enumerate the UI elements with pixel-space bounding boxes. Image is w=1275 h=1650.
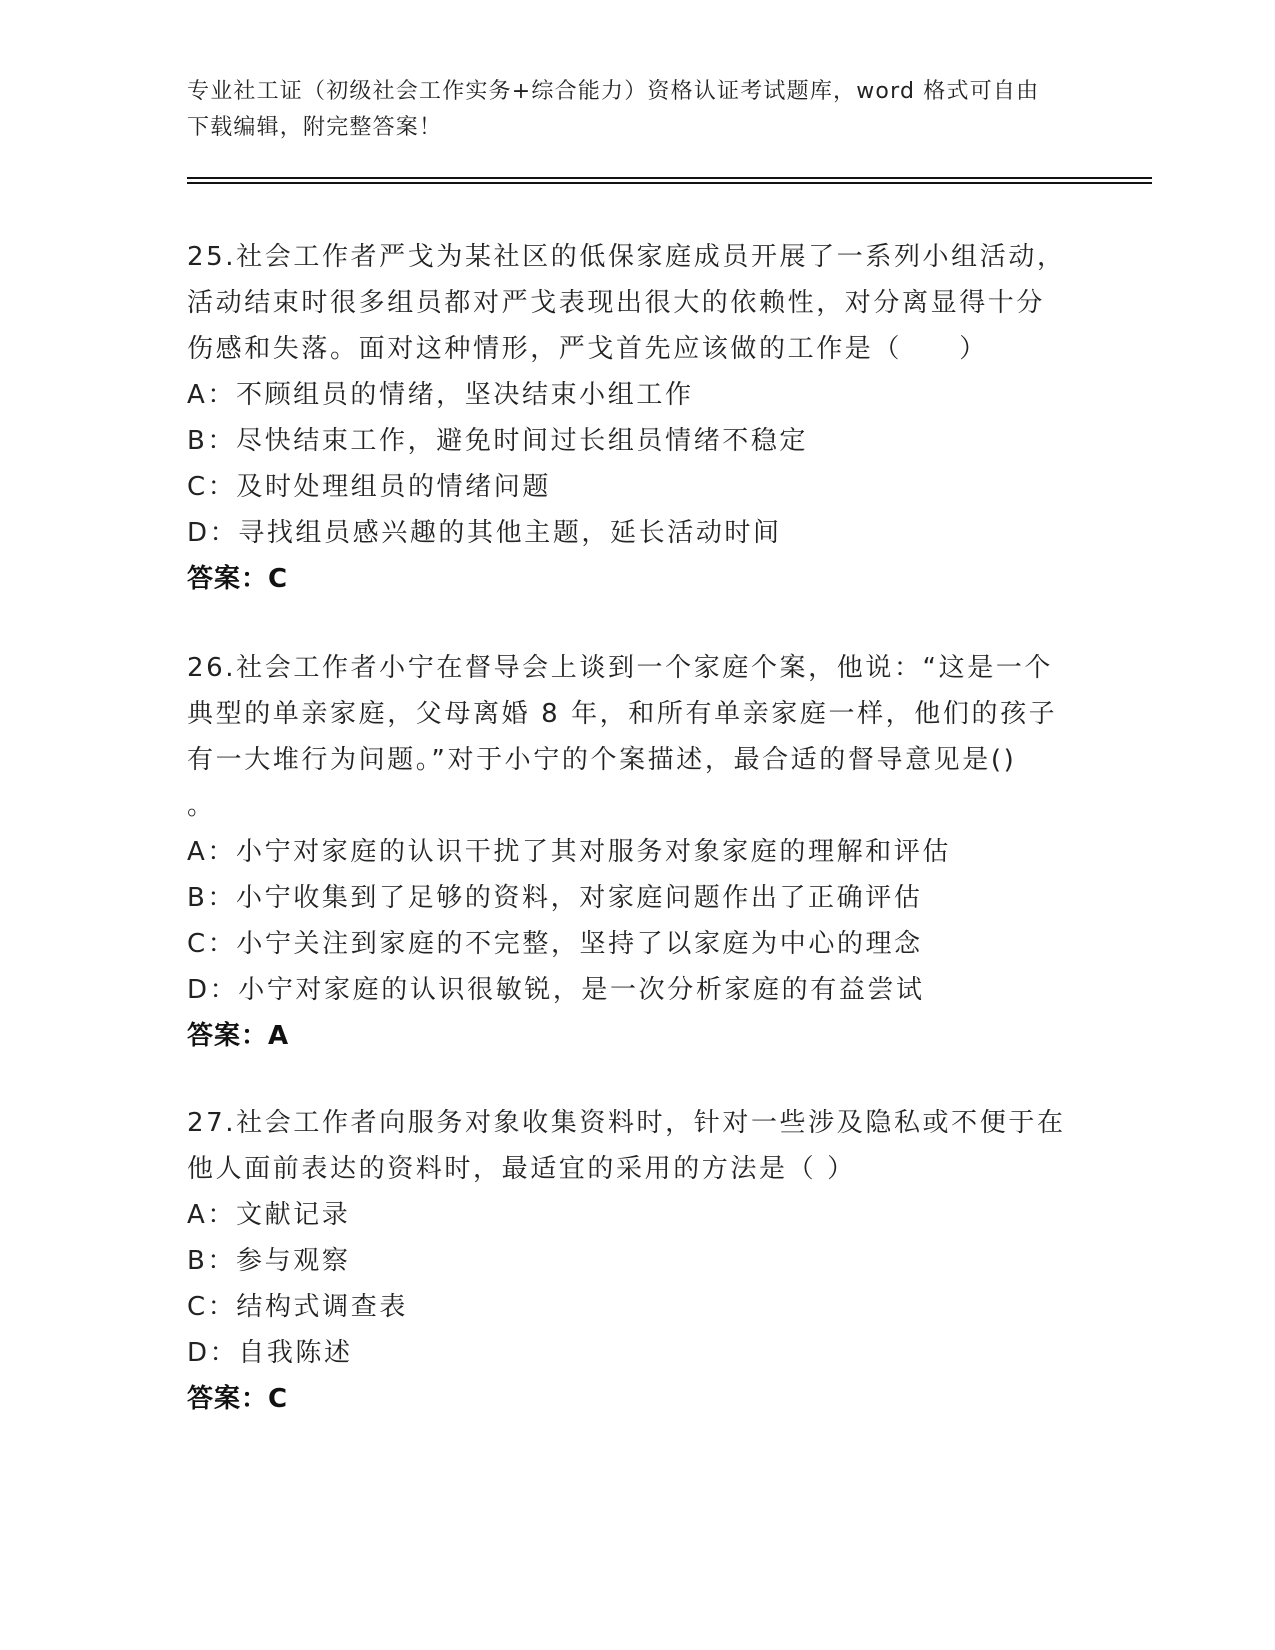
answer-line: 答案：C (187, 1384, 289, 1414)
question-text-line: 25.社会工作者严戈为某社区的低保家庭成员开展了一系列小组活动， (187, 242, 1066, 272)
question-text-line: 活动结束时很多组员都对严戈表现出很大的依赖性，对分离显得十分 (187, 288, 1046, 318)
header-line-1: 专业社工证（初级社会工作实务+综合能力）资格认证考试题库，word 格式可自由 (187, 79, 1040, 104)
option-d: D：小宁对家庭的认识很敏锐，是一次分析家庭的有益尝试 (187, 975, 925, 1005)
option-c: C：及时处理组员的情绪问题 (187, 472, 551, 502)
option-d: D：寻找组员感兴趣的其他主题，延长活动时间 (187, 518, 782, 548)
question-25 (187, 234, 1087, 602)
answer-line: 答案：C (187, 564, 289, 594)
document-header (187, 74, 1087, 146)
option-c: C：结构式调查表 (187, 1292, 408, 1322)
header-line-2: 下载编辑，附完整答案！ (187, 115, 443, 140)
question-26 (187, 645, 1087, 1059)
option-a: A：不顾组员的情绪，坚决结束小组工作 (187, 380, 694, 410)
question-text-line: 伤感和失落。面对这种情形，严戈首先应该做的工作是（ ） (187, 334, 988, 364)
option-b: B：小宁收集到了足够的资料，对家庭问题作出了正确评估 (187, 883, 923, 913)
option-a: A：文献记录 (187, 1200, 351, 1230)
option-b: B：尽快结束工作，避免时间过长组员情绪不稳定 (187, 426, 809, 456)
question-27 (187, 1100, 1087, 1422)
header-divider-thick (187, 177, 1152, 179)
answer-line: 答案：A (187, 1021, 290, 1051)
question-text-line: 。 (187, 791, 216, 821)
option-b: B：参与观察 (187, 1246, 351, 1276)
question-text-line: 27.社会工作者向服务对象收集资料时，针对一些涉及隐私或不便于在 (187, 1108, 1066, 1138)
option-d: D：自我陈述 (187, 1338, 353, 1368)
option-c: C：小宁关注到家庭的不完整，坚持了以家庭为中心的理念 (187, 929, 923, 959)
question-text-line: 有一大堆行为问题。”对于小宁的个案描述，最合适的督导意见是() (187, 745, 1017, 775)
header-divider-thin (187, 182, 1152, 184)
question-text-line: 他人面前表达的资料时，最适宜的采用的方法是（ ） (187, 1154, 856, 1184)
question-text-line: 典型的单亲家庭，父母离婚 8 年，和所有单亲家庭一样，他们的孩子 (187, 699, 1058, 729)
option-a: A：小宁对家庭的认识干扰了其对服务对象家庭的理解和评估 (187, 837, 951, 867)
question-text-line: 26.社会工作者小宁在督导会上谈到一个家庭个案，他说：“这是一个 (187, 653, 1054, 683)
